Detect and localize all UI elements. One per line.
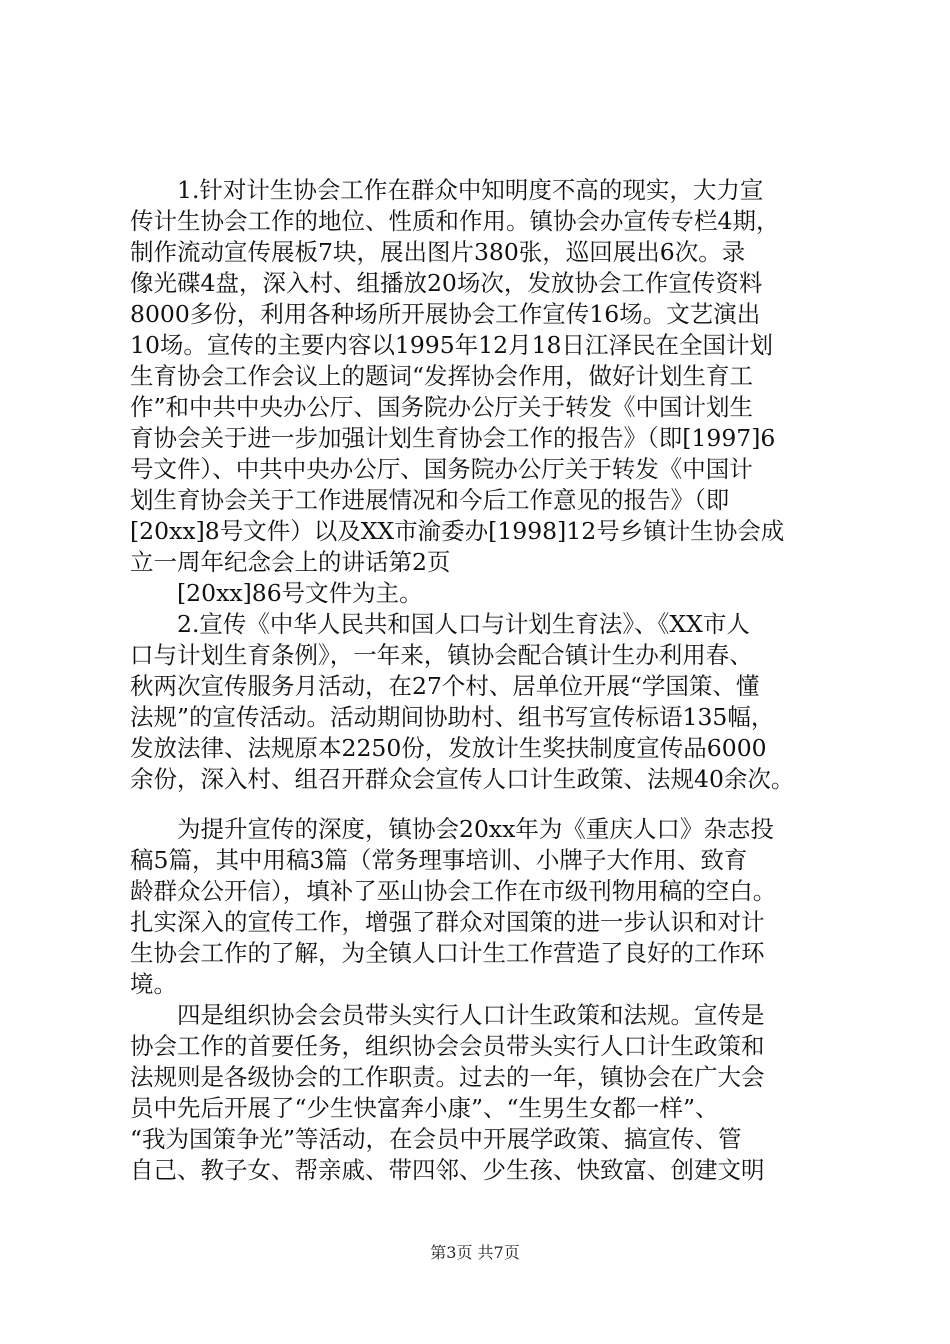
text-line: 发放法律、法规原本2250份，发放计生奖扶制度宣传品6000 xyxy=(130,734,767,762)
text-line: “我为国策争光”等活动，在会员中开展学政策、搞宣传、管 xyxy=(130,1125,742,1153)
page-footer: 第3页 共7页 xyxy=(430,1243,520,1262)
text-line: 8000多份，利用各种场所开展协会工作宣传16场。文艺演出 xyxy=(130,300,761,328)
text-line: 口与计划生育条例》，一年来，镇协会配合镇计生办利用春、 xyxy=(130,641,753,669)
text-line: 生协会工作的了解，为全镇人口计生工作营造了良好的工作环 xyxy=(130,939,765,967)
text-line: 生育协会工作会议上的题词“发挥协会作用，做好计划生育工 xyxy=(130,362,754,390)
text-line: 稿5篇，其中用稿3篇（常务理事培训、小牌子大作用、致育 xyxy=(130,846,748,874)
text-line: 作”和中共中央办公厅、国务院办公厅关于转发《中国计划生 xyxy=(130,393,754,421)
text-line: 像光碟4盘，深入村、组播放20场次，发放协会工作宣传资料 xyxy=(130,269,763,297)
text-line: 秋两次宣传服务月活动，在27个村、居单位开展“学国策、懂 xyxy=(130,672,760,700)
text-line: 四是组织协会会员带头实行人口计生政策和法规。宣传是 xyxy=(130,1001,765,1029)
text-line: 10场。宣传的主要内容以1995年12月18日江泽民在全国计划 xyxy=(130,331,774,359)
text-line: 法规”的宣传活动。活动期间协助村、组书写宣传标语135幅， xyxy=(130,703,775,731)
text-line: 扎实深入的宣传工作，增强了群众对国策的进一步认识和对计 xyxy=(130,908,765,936)
text-line: 自己、教子女、帮亲戚、带四邻、少生孩、快致富、创建文明 xyxy=(130,1156,765,1184)
text-line: 员中先后开展了“少生快富奔小康”、“生男生女都一样”、 xyxy=(130,1094,719,1122)
text-line: 划生育协会关于工作进展情况和今后工作意见的报告》（即 xyxy=(130,486,730,514)
text-line: 育协会关于进一步加强计划生育协会工作的报告》（即[1997]6 xyxy=(130,424,776,452)
text-line: 境。 xyxy=(130,970,177,998)
text-line: 立一周年纪念会上的讲话第2页 xyxy=(130,548,451,576)
text-line: [20xx]86号文件为主。 xyxy=(130,579,423,607)
text-line: 协会工作的首要任务，组织协会会员带头实行人口计生政策和 xyxy=(130,1032,765,1060)
text-line: 传计生协会工作的地位、性质和作用。镇协会办宣传专栏4期， xyxy=(130,207,780,235)
text-line: 2.宣传《中华人民共和国人口与计划生育法》、《XX市人 xyxy=(130,610,750,638)
text-line: 制作流动宣传展板7块，展出图片380张，巡回展出6次。录 xyxy=(130,238,746,266)
text-line: 余份，深入村、组召开群众会宣传人口计生政策、法规40余次。 xyxy=(130,765,795,793)
text-line: 号文件）、中共中央办公厅、国务院办公厅关于转发《中国计 xyxy=(130,455,753,483)
text-line: 为提升宣传的深度，镇协会20xx年为《重庆人口》杂志投 xyxy=(130,815,774,843)
text-line: [20xx]8号文件）以及XX市渝委办[1998]12号乡镇计生协会成 xyxy=(130,517,785,545)
text-line: 龄群众公开信），填补了巫山协会工作在市级刊物用稿的空白。 xyxy=(130,877,777,905)
text-line: 1.针对计生协会工作在群众中知明度不高的现实，大力宣 xyxy=(130,176,764,204)
text-line: 法规则是各级协会的工作职责。过去的一年，镇协会在广大会 xyxy=(130,1063,765,1091)
